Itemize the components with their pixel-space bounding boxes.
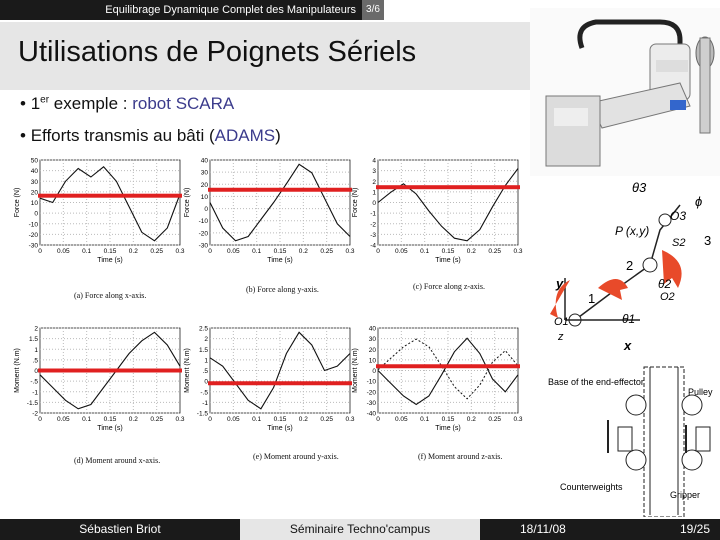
x-tick-label: 0.15 — [273, 416, 287, 423]
y-tick-label: 30 — [200, 169, 208, 177]
red-zero-line — [208, 188, 352, 192]
y-tick-label: .5 — [32, 357, 38, 365]
x-tick-label: 0.05 — [57, 248, 70, 255]
label-3: 3 — [704, 233, 712, 248]
label-o3: O3 — [670, 209, 687, 223]
plot-b — [182, 156, 372, 283]
y-tick-label: 2.5 — [198, 325, 208, 333]
bullet-2: • Efforts transmis au bâti (ADAMS) — [20, 126, 281, 145]
x-tick-label: 0.05 — [227, 416, 240, 423]
y-tick-label: 2 — [34, 325, 38, 333]
presentation-title: Equilibrage Dynamique Complet des Manipulateurs — [0, 0, 362, 20]
x-tick-label: 0.25 — [150, 416, 163, 423]
y-tick-label: 0 — [204, 206, 208, 214]
footer-bar — [0, 519, 720, 540]
y-tick-label: 30 — [30, 178, 38, 186]
label-gripper: Gripper — [670, 490, 701, 500]
label-counterweights: Counterweights — [560, 482, 623, 492]
y-axis-label: Force (N) — [184, 187, 191, 218]
y-tick-label: .5 — [202, 368, 208, 375]
y-tick-label: -20 — [366, 389, 376, 397]
x-tick-label: 0.1 — [420, 416, 430, 423]
x-tick-label: 0.2 — [298, 248, 308, 255]
y-tick-label: 4 — [372, 157, 376, 165]
y-axis-label: Moment (N.m) — [184, 348, 191, 393]
y-tick-label: 1 — [372, 189, 376, 197]
red-zero-line — [38, 369, 182, 373]
y-tick-label: -30 — [366, 399, 376, 407]
caption-b: (b) Force along y-axis. — [246, 285, 319, 294]
x-tick-label: 0.15 — [441, 248, 455, 255]
bullet-1-sup: er — [40, 94, 50, 106]
footer-page: 19/25 — [679, 522, 710, 536]
x-tick-label: 0.25 — [320, 248, 333, 255]
x-axis-label: Time (s) — [435, 257, 461, 264]
x-tick-label: 0.25 — [488, 416, 501, 423]
plot-e — [182, 324, 372, 451]
y-tick-label: 1.5 — [28, 336, 38, 344]
x-tick-label: 0 — [208, 416, 212, 423]
y-tick-label: -30 — [28, 242, 38, 250]
x-tick-label: 0 — [38, 248, 42, 255]
caption-f: (f) Moment around z-axis. — [418, 452, 503, 461]
y-tick-label: 20 — [368, 346, 376, 354]
x-tick-label: 0.3 — [345, 248, 355, 255]
label-z: z — [558, 331, 564, 343]
x-tick-label: 0.05 — [57, 416, 70, 423]
x-tick-label: 0.1 — [82, 416, 92, 423]
y-tick-label: -30 — [198, 242, 208, 250]
label-1: 1 — [588, 291, 596, 306]
y-tick-label: 1 — [204, 357, 208, 365]
y-tick-label: 40 — [30, 168, 38, 176]
section-number: 3/6 — [362, 0, 384, 20]
y-tick-label: 10 — [200, 193, 208, 201]
plot-f — [350, 324, 540, 451]
bullet-1: • 1er exemple : robot SCARA — [20, 94, 235, 113]
x-tick-label: 0.25 — [320, 416, 333, 423]
scara-robot-photo — [530, 8, 720, 176]
y-tick-label: -3 — [370, 231, 376, 239]
x-tick-label: 0.2 — [128, 248, 138, 255]
x-tick-label: 0.1 — [252, 416, 262, 423]
y-tick-label: 20 — [30, 189, 38, 197]
y-tick-label: -1 — [32, 389, 38, 397]
y-axis-label: Moment (N.m) — [352, 348, 359, 393]
y-tick-label: -40 — [366, 410, 376, 418]
x-axis-label: Time (s) — [267, 257, 293, 264]
y-tick-label: 1.5 — [198, 346, 208, 354]
y-tick-label: -1 — [370, 210, 376, 218]
caption-d: (d) Moment around x-axis. — [74, 456, 161, 465]
y-tick-label: -10 — [198, 218, 208, 226]
red-rotation-arrow-icon — [598, 279, 628, 300]
x-tick-label: 0.25 — [150, 248, 163, 255]
label-x: x — [624, 338, 632, 353]
x-tick-label: 0.05 — [227, 248, 240, 255]
x-tick-label: 0.3 — [513, 416, 523, 423]
y-tick-label: -10 — [28, 221, 38, 229]
y-tick-label: 0 — [372, 368, 376, 375]
x-tick-label: 0 — [38, 416, 42, 423]
label-2: 2 — [626, 258, 634, 273]
y-tick-label: -1.5 — [196, 410, 208, 418]
red-zero-line — [376, 364, 520, 368]
y-tick-label: 3 — [372, 168, 376, 176]
label-s2: S2 — [672, 237, 686, 249]
x-tick-label: 0.15 — [273, 248, 287, 255]
footer-author: Sébastien Briot — [0, 519, 240, 540]
y-axis-label: Force (N) — [352, 187, 359, 218]
y-tick-label: 0 — [34, 210, 38, 218]
y-tick-label: 2 — [204, 336, 208, 344]
y-tick-label: 50 — [30, 157, 38, 165]
gripper-diagram — [540, 365, 720, 517]
y-tick-label: -.5 — [200, 389, 208, 397]
label-theta1: θ1 — [622, 312, 636, 326]
y-tick-label: 0 — [204, 378, 208, 386]
x-axis-label: Time (s) — [267, 425, 293, 432]
y-tick-label: 10 — [368, 357, 376, 365]
y-tick-label: 30 — [368, 336, 376, 344]
footer-event: Séminaire Techno'campus — [240, 519, 480, 540]
label-theta2: θ2 — [658, 277, 672, 291]
bullet-1-text: exemple : — [49, 94, 133, 113]
plot-a — [12, 156, 202, 283]
y-tick-label: 0 — [372, 200, 376, 207]
x-tick-label: 0.3 — [513, 248, 523, 255]
label-o2: O2 — [660, 291, 675, 303]
caption-a: (a) Force along x-axis. — [74, 291, 147, 300]
x-tick-label: 0.2 — [466, 248, 476, 255]
y-tick-label: 0 — [34, 368, 38, 375]
x-tick-label: 0.1 — [420, 248, 430, 255]
label-base-end-effector: Base of the end-effector — [548, 377, 644, 387]
y-tick-label: -20 — [198, 230, 208, 238]
y-tick-label: -.5 — [30, 378, 38, 386]
x-tick-label: 0.25 — [488, 248, 501, 255]
x-tick-label: 0.05 — [395, 248, 408, 255]
label-y: y — [556, 276, 564, 291]
x-tick-label: 0.1 — [252, 248, 262, 255]
red-zero-line — [208, 381, 352, 385]
x-tick-label: 0.15 — [441, 416, 455, 423]
x-tick-label: 0.05 — [395, 416, 408, 423]
bullet-2-text: Efforts transmis au bâti ( — [30, 126, 215, 145]
x-tick-label: 0.3 — [175, 248, 185, 255]
y-tick-label: -2 — [370, 221, 376, 229]
x-tick-label: 0.2 — [466, 416, 476, 423]
red-zero-line — [38, 194, 182, 198]
x-tick-label: 0 — [208, 248, 212, 255]
x-tick-label: 0.3 — [175, 416, 185, 423]
x-tick-label: 0 — [376, 416, 380, 423]
x-tick-label: 0.1 — [82, 248, 92, 255]
y-tick-label: -20 — [28, 231, 38, 239]
bullet-2-highlight: ADAMS — [214, 126, 276, 145]
y-tick-label: 1 — [34, 346, 38, 354]
y-tick-label: 20 — [200, 181, 208, 189]
slide-title: Utilisations de Poignets Sériels — [18, 36, 417, 68]
caption-c: (c) Force along z-axis. — [413, 282, 485, 291]
x-axis-label: Time (s) — [97, 425, 123, 432]
x-tick-label: 0.15 — [103, 248, 117, 255]
y-tick-label: 2 — [372, 178, 376, 186]
x-axis-label: Time (s) — [435, 425, 461, 432]
y-tick-label: 40 — [368, 325, 376, 333]
footer-date: 18/11/08 — [520, 522, 566, 536]
y-tick-label: -10 — [366, 378, 376, 386]
y-tick-label: -2 — [32, 410, 38, 418]
x-tick-label: 0.15 — [103, 416, 117, 423]
x-tick-label: 0.2 — [128, 416, 138, 423]
y-tick-label: -1.5 — [26, 399, 38, 407]
x-axis-label: Time (s) — [97, 257, 123, 264]
x-tick-label: 0.2 — [298, 416, 308, 423]
red-zero-line — [376, 185, 520, 189]
y-axis-label: Force (N) — [14, 187, 21, 218]
label-pulley: Pulley — [688, 387, 713, 397]
y-tick-label: -4 — [370, 242, 376, 250]
x-tick-label: 0.3 — [345, 416, 355, 423]
footer-date-page — [480, 519, 720, 540]
plot-d — [12, 324, 202, 451]
scara-kinematic-diagram — [540, 170, 720, 370]
label-phi: ϕ — [695, 194, 703, 209]
y-axis-label: Moment (N.m) — [14, 348, 21, 393]
y-tick-label: 40 — [200, 157, 208, 165]
label-theta3: θ3 — [632, 180, 647, 195]
label-o1: O1 — [554, 316, 569, 328]
bullet-1-prefix: 1 — [30, 94, 41, 113]
bullet-2-suffix: ) — [275, 126, 281, 145]
x-tick-label: 0 — [376, 248, 380, 255]
y-tick-label: 10 — [30, 200, 38, 207]
label-pxy: P (x,y) — [615, 224, 650, 238]
caption-e: (e) Moment around y-axis. — [253, 452, 339, 461]
y-tick-label: -1 — [202, 399, 208, 407]
bullet-1-highlight: robot SCARA — [132, 94, 235, 113]
plot-c — [350, 156, 540, 283]
